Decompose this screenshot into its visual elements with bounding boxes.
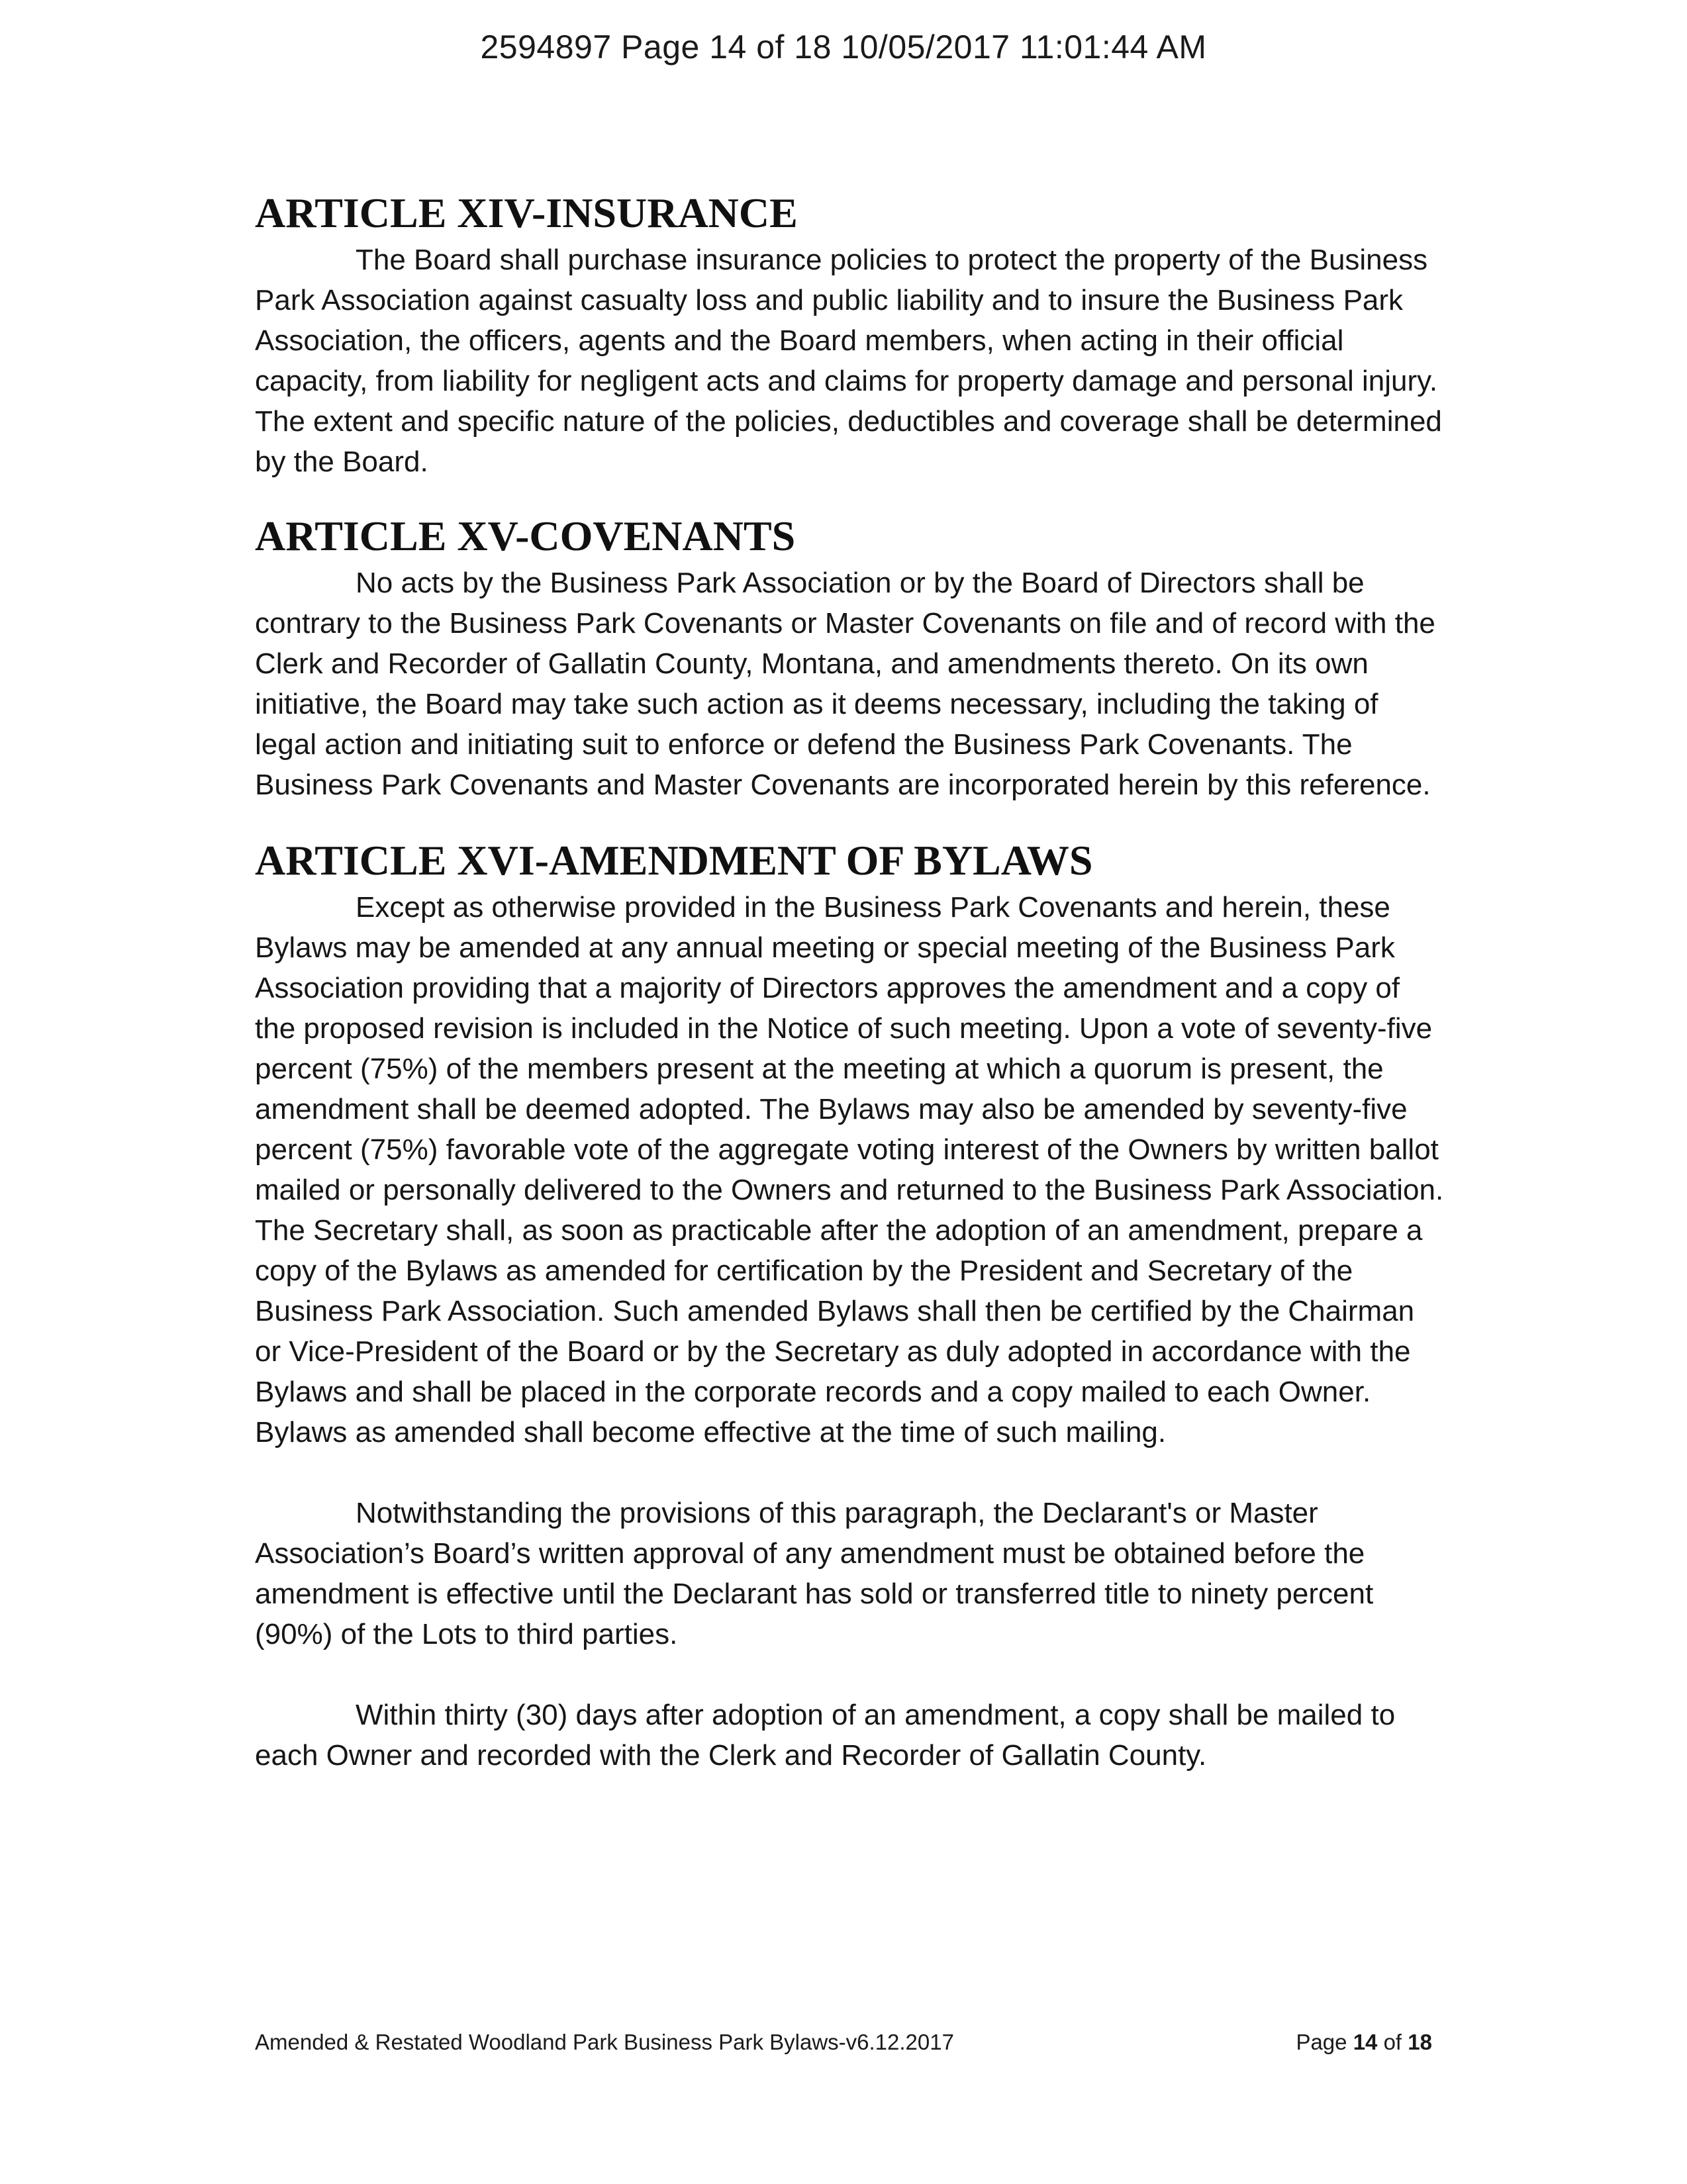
footer-page-number	[1296, 2030, 1432, 2055]
recording-stamp-header: 2594897 Page 14 of 18 10/05/2017 11:01:44 AM	[480, 28, 1207, 66]
footer-document-name: Amended & Restated Woodland Park Business Park Bylaws-v6.12.2017	[255, 2030, 954, 2054]
page-body	[255, 187, 1447, 1776]
article-xvi	[255, 834, 1447, 1776]
article-xvi-title: ARTICLE XVI-AMENDMENT OF BYLAWS	[255, 837, 1093, 884]
article-xv	[255, 510, 1447, 805]
footer-current-page: 14	[1353, 2030, 1378, 2054]
article-xv-title: ARTICLE XV-COVENANTS	[255, 512, 796, 559]
article-xvi-paragraph-2: Notwithstanding the provisions of this paragraph, the Declarant's or Master Association’s Board’s written approval of any amendment must be obtained before the amendment is effective until the Declarant has sold or transferred title to ninety percent (90%) of the Lots to third parties.	[255, 1497, 1374, 1650]
footer-page-prefix: Page	[1296, 2030, 1347, 2054]
article-xvi-paragraph-3: Within thirty (30) days after adoption of an amendment, a copy shall be mailed to each Owner and recorded with the Clerk and Recorder of Gallatin County.	[255, 1699, 1396, 1772]
article-xv-paragraph: No acts by the Business Park Association or by the Board of Directors shall be contrary to the Business Park Covenants or Master Covenants on file and of record with the Clerk and Recorder of Gallatin County, Montana, and amendments thereto. On its own initiative, the Board may take such action as it deems necessary, including the taking of legal action and initiating suit to enforce or defend the Business Park Covenants. The Business Park Covenants and Master Covenants are incorporated herein by this reference.	[255, 567, 1435, 801]
article-xvi-paragraph-1: Except as otherwise provided in the Business Park Covenants and herein, these Bylaws may be amended at any annual meeting or special meeting of the Business Park Association providing that a majority of Directors approves the amendment and a copy of the proposed revision is included in the Notice of such meeting. Upon a vote of seventy-five percent (75%) of the members present at the meeting at which a quorum is present, the amendment shall be deemed adopted. The Bylaws may also be amended by seventy-five percent (75%) favorable vote of the aggregate voting interest of the Owners by written ballot mailed or personally delivered to the Owners and returned to the Business Park Association. The Secretary shall, as soon as practicable after the adoption of an amendment, prepare a copy of the Bylaws as amended for certification by the President and Secretary of the Business Park Association. Such amended Bylaws shall then be certified by the Chairman or Vice-President of the Board or by the Secretary as duly adopted in accordance with the Bylaws and shall be placed in the corporate records and a copy mailed to each Owner. Bylaws as amended shall become effective at the time of such mailing.	[255, 891, 1444, 1448]
article-xiv-title: ARTICLE XIV-INSURANCE	[255, 189, 798, 236]
footer-total-pages: 18	[1408, 2030, 1432, 2054]
article-xiv	[255, 187, 1447, 482]
article-xiv-paragraph: The Board shall purchase insurance policies to protect the property of the Business Park Association against casualty loss and public liability and to insure the Business Park Association, the officers, agents and the Board members, when acting in their official capacity, from liability for negligent acts and claims for property damage and personal injury. The extent and specific nature of the policies, deductibles and coverage shall be determined by the Board.	[255, 244, 1442, 478]
footer-page-of: of	[1383, 2030, 1402, 2054]
